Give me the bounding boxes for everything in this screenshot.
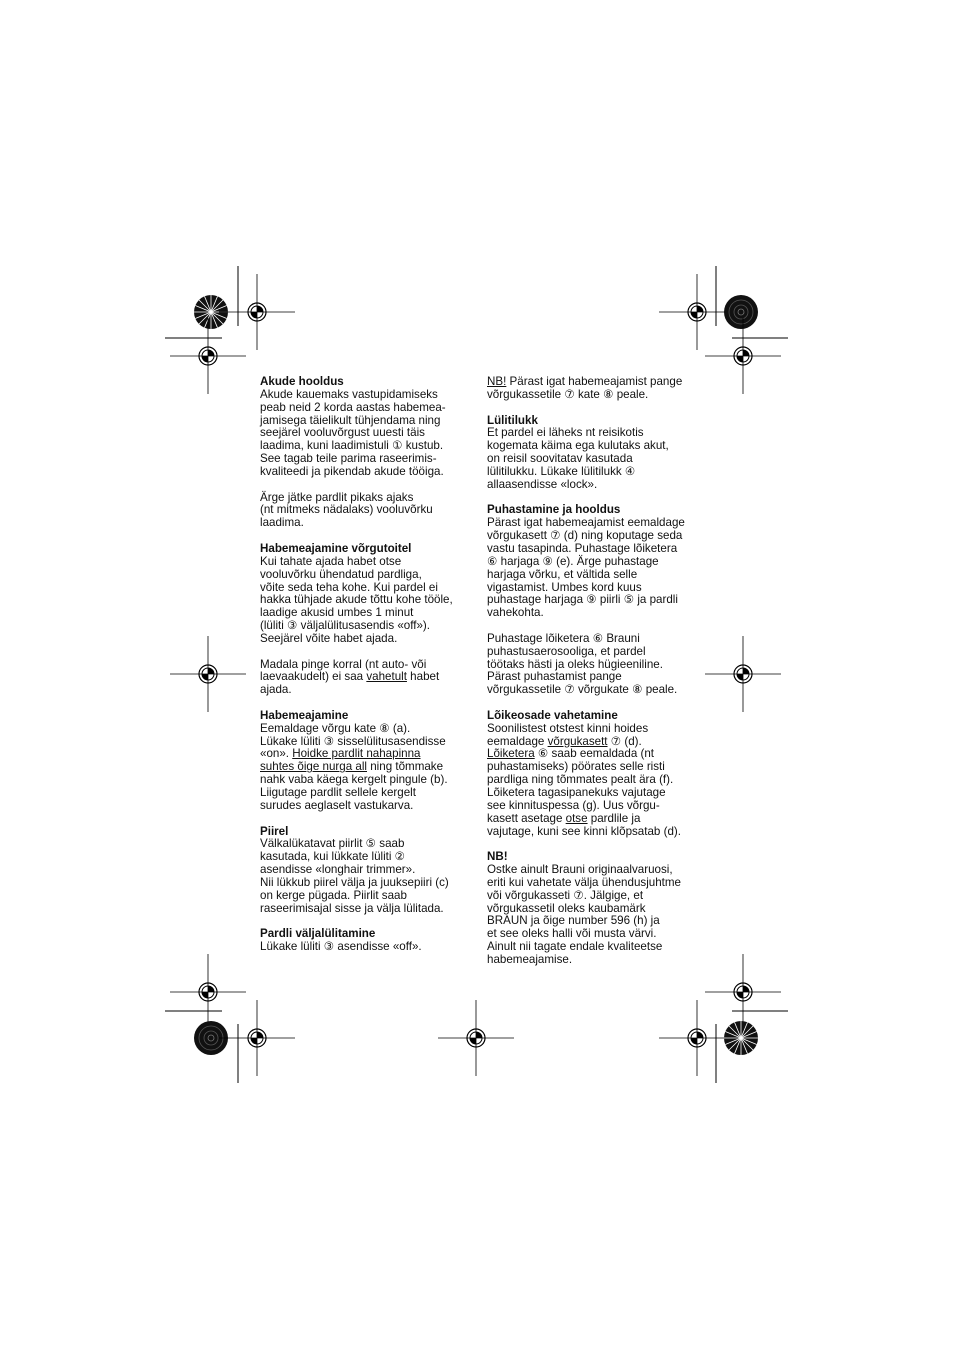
registration-mark-icon bbox=[659, 274, 735, 350]
text-span: «on». bbox=[260, 747, 293, 761]
text-span: eemaldage bbox=[487, 734, 548, 748]
text-line: on kerge pügada. Piirlit saab bbox=[260, 888, 407, 902]
text-line: vajutage, kuni see kinni klõpsatab (d). bbox=[487, 824, 681, 838]
registration-mark-icon bbox=[170, 318, 246, 394]
section-heading: Habemeajamine võrgutoitel bbox=[260, 541, 412, 555]
registration-mark-icon bbox=[170, 954, 246, 1030]
text-line: (lüliti ③ väljalülitusasendis «off»). bbox=[260, 619, 430, 633]
text-line: laadima, kuni laadimistuli ① kustub. bbox=[260, 439, 444, 453]
text-line: Välkalükatavat piirlit ⑤ saab bbox=[260, 837, 405, 851]
text-line: Nii lükkub piirel välja ja juuksepiiri (c) bbox=[260, 875, 449, 889]
section-heading: Lõikeosade vahetamine bbox=[487, 708, 618, 722]
text-line: habemeajamise. bbox=[487, 952, 573, 966]
text-line: töötaks hästi ja oleks hügieeniline. bbox=[487, 657, 663, 671]
text-line: vahekohta. bbox=[487, 606, 544, 620]
star-target-icon bbox=[724, 1021, 758, 1055]
text-line: Eemaldage võrgu kate ⑧ (a). bbox=[260, 721, 411, 735]
section-heading: Puhastamine ja hooldus bbox=[487, 503, 621, 517]
text-line: allaasendisse «lock». bbox=[487, 477, 598, 491]
text-line: on reisil soovitatav kasutada bbox=[487, 452, 633, 466]
section-akude-hooldus bbox=[260, 376, 470, 479]
text-line: vastu tasapinda. Puhastage lõiketera bbox=[487, 541, 678, 555]
section-habemeajamine bbox=[260, 710, 470, 813]
section-heading: Pardli väljalülitamine bbox=[260, 927, 376, 941]
left-column bbox=[260, 376, 470, 967]
text-line: vigastamist. Umbes kord kuus bbox=[487, 580, 642, 594]
right-column bbox=[487, 376, 702, 980]
registration-mark-icon bbox=[705, 954, 781, 1030]
underlined-text: vahetult bbox=[366, 670, 407, 684]
text-line: vooluvõrku ühendatud pardliga, bbox=[260, 567, 422, 581]
text-line: eriti kui vahetate välja ühendusjuhtme bbox=[487, 875, 681, 889]
text-span: habet bbox=[406, 670, 440, 684]
text-line: asendisse «longhair trimmer». bbox=[260, 863, 416, 877]
text-line: laadige akusid umbes 1 minut bbox=[260, 606, 414, 620]
underlined-text: NB! bbox=[487, 375, 507, 388]
text-line: kvaliteedi ja pikendab akude tööiga. bbox=[260, 464, 444, 478]
registration-mark-icon bbox=[705, 318, 781, 394]
text-line: puhastusaerosooliga, et pardel bbox=[487, 644, 646, 658]
registration-mark-icon bbox=[659, 1000, 735, 1076]
text-line: kasutada, kui lükkate lüliti ② bbox=[260, 850, 406, 864]
text-line: laadima. bbox=[260, 516, 304, 530]
text-line: See tagab teile parima raseerimis- bbox=[260, 452, 437, 466]
text-line: Ainult nii tagate endale kvaliteetse bbox=[487, 940, 663, 954]
section-piirel bbox=[260, 826, 470, 916]
underlined-text: otse bbox=[565, 811, 588, 825]
text-line: Ärge jätke pardlit pikaks ajaks bbox=[260, 490, 414, 504]
registration-mark-icon bbox=[705, 636, 781, 712]
text-span: ning tõmmake bbox=[367, 760, 444, 774]
text-line: Pärast puhastamist pange bbox=[487, 670, 622, 684]
text-span: kasett asetage bbox=[487, 811, 566, 825]
text-line: võrgukasett ⑦ (d) ning koputage seda bbox=[487, 529, 683, 543]
text-line: ajada. bbox=[260, 683, 292, 697]
text-line: kogemata käima ega kulutaks akut, bbox=[487, 439, 669, 453]
text-line: Ostke ainult Brauni originaalvaruosi, bbox=[487, 863, 673, 877]
text-line: BRAUN ja õige number 596 (h) ja bbox=[487, 914, 660, 928]
section-lulitilukk bbox=[487, 415, 702, 492]
text-line bbox=[487, 813, 702, 826]
text-line: peab neid 2 korda aastas habemea- bbox=[260, 400, 446, 414]
registration-mark-icon bbox=[219, 1000, 295, 1076]
registration-mark-icon bbox=[438, 1000, 514, 1076]
text-line: Liigutage pardlit sellele kergelt bbox=[260, 786, 416, 799]
text-line: puhastage harjaga ⑨ piirli ⑤ ja pardli bbox=[487, 593, 678, 607]
section-heading: Akude hooldus bbox=[260, 375, 344, 388]
underlined-text: Lõiketera bbox=[487, 747, 535, 761]
text-line: Lükake lüliti ③ asendisse «off». bbox=[260, 940, 422, 954]
text-span: pardlile ja bbox=[587, 811, 641, 825]
paragraph-puhastage-loiketera bbox=[487, 633, 702, 697]
section-heading: NB! bbox=[487, 850, 508, 864]
text-line: Puhastage lõiketera ⑥ Brauni bbox=[487, 631, 640, 645]
text-line: (nt mitmeks nädalaks) vooluvõrku bbox=[260, 503, 433, 517]
text-line: jamisega täielikult tühjendama ning bbox=[260, 413, 441, 427]
text-line: Madala pinge korral (nt auto- või bbox=[260, 657, 427, 671]
text-line: see kinnituspessa (g). Uus võrgu- bbox=[487, 798, 660, 812]
section-valjalulitamine bbox=[260, 928, 470, 954]
paragraph-madala-pinge bbox=[260, 659, 470, 698]
underlined-text: Hoidke pardlit nahapinna bbox=[292, 747, 421, 761]
underlined-text: võrgukasett bbox=[547, 734, 608, 748]
text-line: Seejärel võite habet ajada. bbox=[260, 631, 398, 645]
text-line: võite seda teha kohe. Kui pardel ei bbox=[260, 580, 438, 594]
text-line: Lükake lüliti ③ sisselülitusasendisse bbox=[260, 734, 446, 748]
text-line: lülitilukku. Lükake lülitilukk ④ bbox=[487, 464, 636, 478]
registration-mark-icon bbox=[170, 636, 246, 712]
text-line: surudes aeglaselt vastukarva. bbox=[260, 798, 414, 812]
section-heading: Lülitilukk bbox=[487, 413, 538, 427]
text-line: Et pardel ei läheks nt reisikotis bbox=[487, 426, 644, 440]
paragraph-nb-top bbox=[487, 376, 702, 402]
text-line: võrgukassetil oleks kaubamärk bbox=[487, 901, 646, 915]
section-heading: Piirel bbox=[260, 824, 289, 838]
text-line: ⑥ harjaga ⑨ (e). Ärge puhastage bbox=[487, 554, 659, 568]
section-puhastamine bbox=[487, 504, 702, 620]
paragraph-arge-jatke bbox=[260, 492, 470, 531]
text-line: Akude kauemaks vastupidamiseks bbox=[260, 387, 438, 401]
text-line: nahk vaba käega kergelt pingule (b). bbox=[260, 773, 448, 787]
text-line: võrgukassetile ⑦ võrgukate ⑧ peale. bbox=[487, 683, 678, 697]
text-line: pardliga ning tõmmates pealt ära (f). bbox=[487, 773, 674, 787]
text-line bbox=[487, 376, 702, 389]
section-loikeosade bbox=[487, 710, 702, 838]
text-line: seejärel vooluvõrgust uuesti täis bbox=[260, 426, 425, 440]
text-line: raseerimisajal sisse ja välja lülitada. bbox=[260, 901, 444, 915]
section-heading: Habemeajamine bbox=[260, 708, 349, 722]
text-line: Soonilistest otstest kinni hoides bbox=[487, 721, 649, 735]
text-span: ⑥ saab eemaldada (nt bbox=[534, 747, 655, 761]
section-nb-bottom bbox=[487, 851, 702, 967]
text-line: Lõiketera tagasipanekuks vajutage bbox=[487, 786, 666, 799]
text-line: harjaga võrku, et vältida selle bbox=[487, 567, 638, 581]
registration-mark-icon bbox=[219, 274, 295, 350]
text-line: võrgukassetile ⑦ kate ⑧ peale. bbox=[487, 387, 649, 401]
underlined-text: suhtes õige nurga all bbox=[260, 760, 367, 774]
disc-target-icon bbox=[724, 295, 758, 329]
text-line: puhastamiseks) pöörates selle risti bbox=[487, 760, 665, 774]
text-span: laevaakudelt) ei saa bbox=[260, 670, 367, 684]
text-line: Kui tahate ajada habet otse bbox=[260, 554, 402, 568]
text-line: või võrgukasseti ⑦. Jälgige, et bbox=[487, 888, 644, 902]
text-span: ⑦ (d). bbox=[607, 734, 642, 748]
section-vorgutoitel bbox=[260, 543, 470, 646]
text-line: et see oleks halli või musta värvi. bbox=[487, 927, 657, 941]
text-line: hakka tühjade akude tõttu kohe tööle, bbox=[260, 593, 453, 607]
text-line: Pärast igat habemeajamist eemaldage bbox=[487, 516, 685, 530]
text-span: Pärast igat habemeajamist pange bbox=[506, 375, 683, 388]
